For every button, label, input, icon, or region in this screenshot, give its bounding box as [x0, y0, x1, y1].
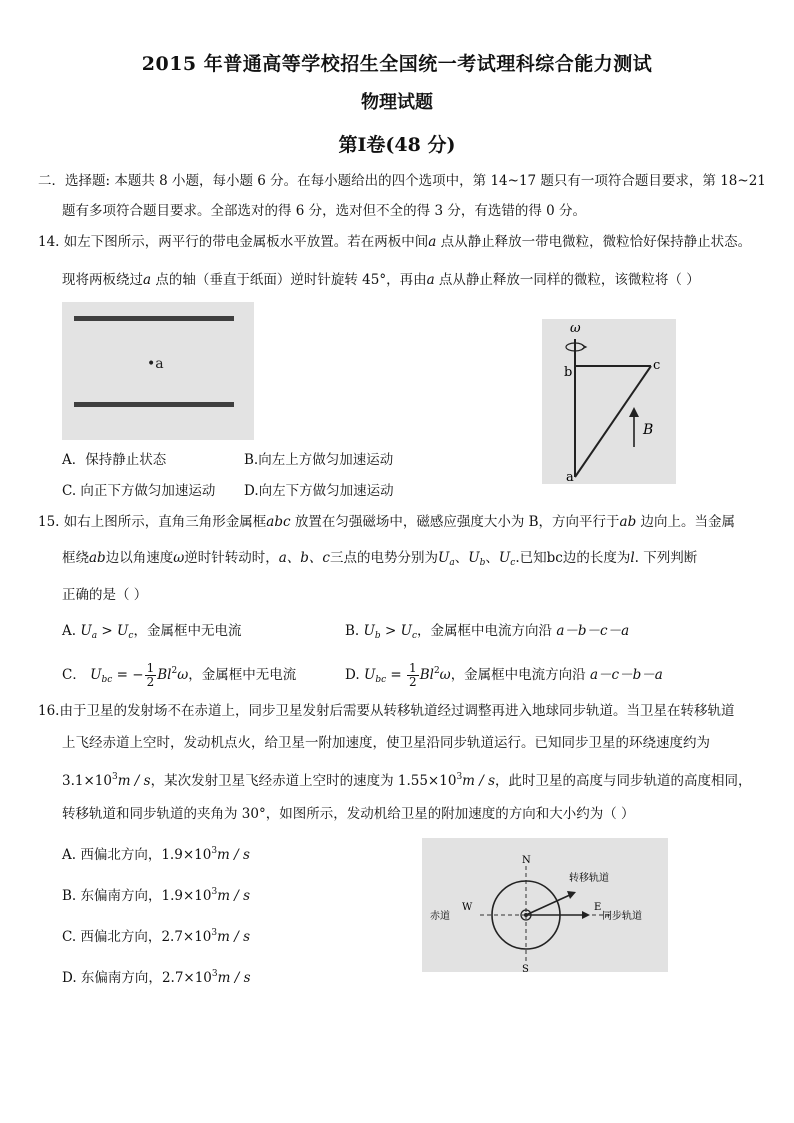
fraction-half: [145, 662, 157, 689]
exponent: 3: [211, 969, 218, 979]
vertex-b-label: b: [564, 365, 573, 380]
south-label: S: [522, 964, 529, 972]
superscript: 2: [433, 666, 440, 676]
q16-option-d: [62, 965, 251, 987]
var-U: U: [468, 550, 480, 566]
transfer-orbit-label: 转移轨道: [569, 873, 609, 884]
var-abc: abc: [266, 514, 291, 530]
current-path: a－b－c－a: [556, 623, 630, 639]
option-label: D.: [345, 667, 360, 683]
q14-text: 点从静止释放一带电微粒，微粒恰好保持静止状态。: [436, 234, 752, 250]
q14-text: 14. 如左下图所示，两平行的带电金属板水平放置。若在两板中间: [38, 234, 429, 250]
triangle-frame-diagram: [542, 319, 676, 484]
var-omega: ω: [177, 667, 189, 683]
option-label: A.: [62, 623, 77, 639]
exponent: 3: [211, 928, 218, 938]
triangle-frame-figure: [542, 319, 676, 484]
volume-title: 第Ⅰ卷(48 分): [338, 134, 456, 156]
unit: m / s: [117, 773, 151, 789]
speed-sync: 3.1×10: [62, 773, 112, 789]
var-Bl: Bl: [419, 667, 434, 683]
var-ab: ab: [619, 514, 637, 530]
q16-stem-line-2: 上飞经赤道上空时，发动机点火，给卫星一附加速度，使卫星沿同步轨道运行。已知同步卫星的环绕速度约为: [62, 735, 710, 751]
var-omega: ω: [439, 667, 451, 683]
sub-c: c: [510, 558, 516, 568]
q16-option-a: [62, 842, 250, 864]
option-text: ，金属框中无电流: [188, 667, 297, 683]
sub-c: c: [128, 631, 134, 641]
var-Bl: Bl: [157, 667, 172, 683]
option-label: B.: [345, 623, 360, 639]
relation: =: [386, 667, 407, 683]
q15-text: 逆时针转动时，: [184, 550, 279, 566]
q15-stem-line-2: [62, 549, 697, 572]
relation: = −: [112, 667, 144, 683]
orbit-diagram: [422, 838, 668, 972]
omega-label: ω: [570, 321, 581, 336]
var-U: U: [363, 667, 376, 683]
var-U: U: [117, 623, 129, 639]
exponent: 3: [111, 772, 118, 782]
b-field-label: B: [643, 422, 654, 438]
var-a: a: [428, 234, 437, 250]
var-U: U: [498, 550, 511, 566]
numerator: 1: [409, 661, 417, 675]
q14-option-c: C. 向正下方做匀加速运动: [62, 483, 216, 499]
exponent: 3: [211, 887, 218, 897]
point-a-label: •a: [147, 356, 164, 372]
q15-text: 边向上。当金属: [636, 514, 736, 530]
q15-text: 放置在匀强磁场中，磁感应强度大小为 B，方向平行于: [290, 514, 620, 530]
q14-text: 点从静止释放一同样的微粒，该微粒将（ ）: [434, 272, 700, 288]
q14-stem-line-1: [38, 233, 751, 251]
unit: m / s: [462, 773, 496, 789]
unit: m / s: [217, 970, 251, 986]
sub-bc: bc: [101, 675, 113, 685]
numerator: 1: [146, 661, 155, 675]
q16-text: ，此时卫星的高度与同步轨道的高度相同，: [495, 773, 752, 789]
option-value: 1.9×10: [161, 888, 212, 904]
var-a: a: [143, 272, 152, 288]
transfer-orbit-vector: [526, 894, 572, 915]
sub-b: b: [479, 558, 486, 568]
q14-stem-line-2: [62, 271, 700, 289]
option-text: A. 西偏北方向，: [62, 847, 162, 863]
q15-stem-line-1: [38, 513, 735, 531]
upper-plate: [74, 316, 234, 321]
option-text: ，金属框中电流方向沿: [417, 623, 557, 639]
var-U: U: [437, 550, 450, 566]
sub-c: c: [411, 631, 418, 641]
sub-a: a: [449, 558, 455, 568]
speed-transfer: 1.55×10: [397, 773, 457, 789]
option-text: B. 东偏南方向，: [62, 888, 162, 904]
q15-stem-line-3: 正确的是（ ）: [62, 587, 148, 603]
var-U: U: [400, 623, 412, 639]
q15-text: 15. 如右上图所示，直角三角形金属框: [38, 514, 267, 530]
current-path: a－c－b－a: [589, 667, 663, 683]
q15-text: 边以角速度: [105, 550, 174, 566]
unit: m / s: [217, 929, 251, 945]
q14-option-d: D.向左下方做匀加速运动: [244, 483, 394, 499]
q15-option-d: [345, 658, 663, 693]
relation: >: [97, 623, 118, 639]
west-label: W: [462, 902, 473, 913]
north-label: N: [522, 855, 531, 866]
option-text: ，金属框中无电流: [133, 623, 242, 639]
unit: m / s: [217, 847, 250, 863]
q16-stem-line-4: 转移轨道和同步轨道的夹角为 30°，如图所示，发动机给卫星的附加速度的方向和大小约为（ ）: [62, 806, 635, 822]
vertex-a-label: a: [566, 470, 574, 484]
var-U: U: [90, 667, 102, 683]
q15-text: .已知bc边的长度为: [515, 550, 631, 566]
subject-title: 物理试题: [361, 92, 433, 113]
exam-title: 2015 年普通高等学校招生全国统一考试理科综合能力测试: [141, 53, 653, 75]
lower-plate: [74, 402, 234, 407]
sub-b: b: [374, 631, 381, 641]
denominator: 2: [146, 675, 155, 689]
q15-text: . 下列判断: [634, 550, 698, 566]
q16-text: ，某次发射卫星飞经赤道上空时的速度为: [150, 773, 398, 789]
q15-text: 三点的电势分别为: [329, 550, 438, 566]
q14-option-a: A．保持静止状态: [62, 452, 167, 468]
sub-bc: bc: [375, 675, 387, 685]
var-ab: ab: [89, 550, 106, 566]
option-text: C. 西偏北方向，: [62, 929, 162, 945]
exponent: 3: [211, 846, 218, 856]
q16-option-c: [62, 924, 250, 946]
fraction-half: [407, 662, 419, 689]
sep: 、: [454, 550, 469, 566]
q15-option-a: [62, 622, 241, 645]
relation: >: [380, 623, 401, 639]
sync-arrowhead-icon: [582, 911, 590, 919]
parallel-plates-diagram: [62, 302, 254, 440]
var-omega: ω: [173, 550, 185, 566]
var-a: a: [426, 272, 435, 288]
q14-text: 点的轴（垂直于纸面）逆时针旋转 45°，再由: [151, 272, 427, 288]
unit: m / s: [217, 888, 251, 904]
option-label: C．: [62, 667, 86, 683]
q15-text: 框绕: [62, 550, 89, 566]
exponent: 3: [456, 772, 463, 782]
b-field-arrowhead-icon: [629, 407, 639, 417]
sub-a: a: [91, 631, 98, 641]
q16-stem-line-1: 16.由于卫星的发射场不在赤道上，同步卫星发射后需要从转移轨道经过调整再进入地球同步轨道。当卫星在转移轨道: [38, 703, 735, 719]
option-value: 1.9×10: [161, 847, 212, 863]
var-l: l: [630, 550, 635, 566]
sep: 、: [485, 550, 499, 566]
section-instructions-line-2: 题有多项符合题目要求。全部选对的得 6 分，选对但不全的得 3 分，有选错的得 0 分。: [62, 203, 587, 219]
edge-ca: [575, 366, 654, 477]
q15-option-c: [62, 658, 296, 693]
var-U: U: [80, 623, 92, 639]
q16-option-b: [62, 883, 250, 905]
section-instructions-line-1: 二．选择题: 本题共 8 小题，每小题 6 分。在每小题给出的四个选项中，第 14~17 题只有一项符合题目要求，第 18~21: [38, 173, 766, 189]
vertex-c-label: c: [653, 358, 661, 373]
var-points: a、b、c: [278, 550, 330, 566]
option-text: D. 东偏南方向，: [62, 970, 162, 986]
var-U: U: [363, 623, 375, 639]
q15-option-b: [345, 622, 629, 645]
sync-orbit-label: 同步轨道: [602, 911, 642, 922]
q16-stem-line-3: [62, 768, 752, 790]
parallel-plates-figure: [62, 302, 254, 440]
option-value: 2.7×10: [161, 970, 212, 986]
q14-option-b: B.向左上方做匀加速运动: [244, 452, 394, 468]
east-label: E: [594, 902, 602, 913]
option-value: 2.7×10: [161, 929, 212, 945]
denominator: 2: [409, 675, 417, 689]
orbit-figure: [422, 838, 668, 972]
equator-label: 赤道: [430, 911, 450, 922]
option-text: ，金属框中电流方向沿: [450, 667, 590, 683]
q14-text: 现将两板绕过: [62, 272, 143, 288]
superscript: 2: [171, 666, 178, 676]
